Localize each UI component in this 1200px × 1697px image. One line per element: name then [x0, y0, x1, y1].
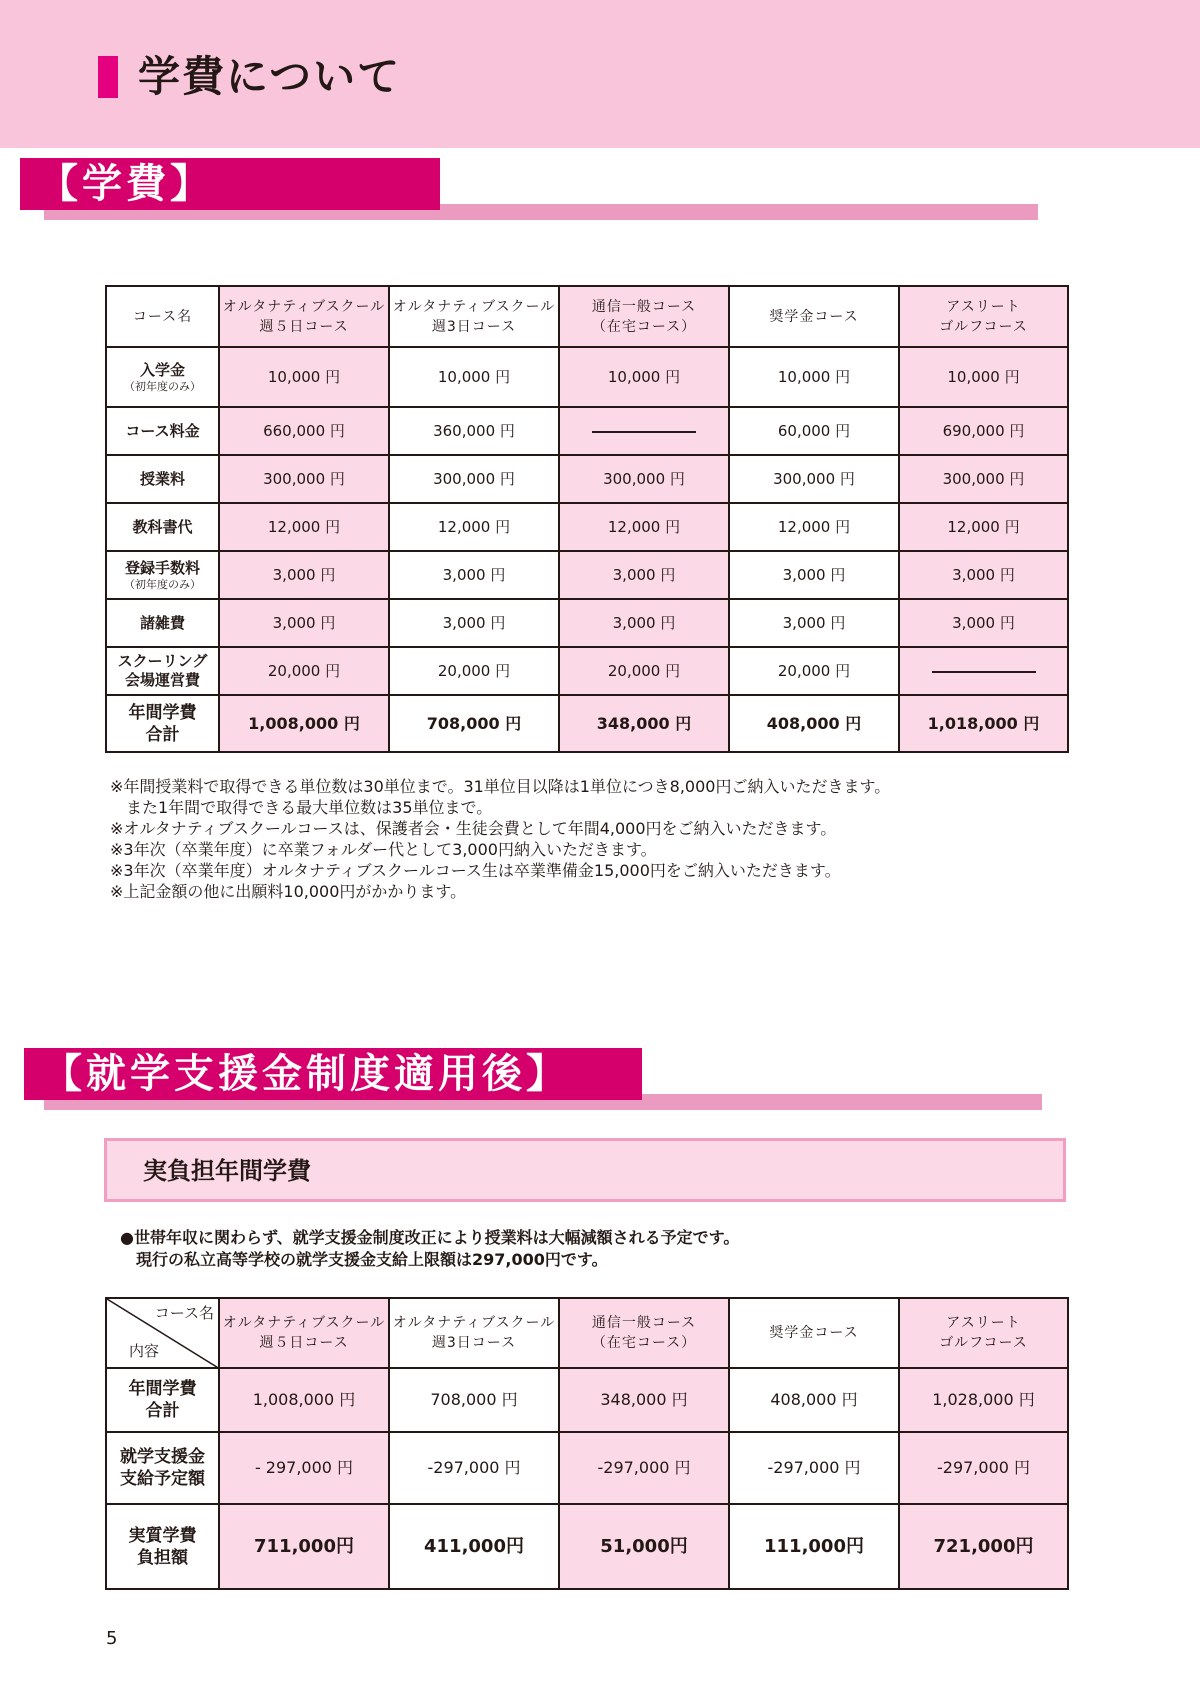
- total-row: [106, 695, 1068, 752]
- fee-cell: 3,000 円: [559, 599, 729, 647]
- diagonal-corner-cell: [106, 1298, 219, 1368]
- net-cost-cell: 111,000円: [729, 1504, 899, 1589]
- row-label: 諸雑費: [106, 599, 219, 647]
- fee-cell: 20,000 円: [729, 647, 899, 695]
- row-label: 年間学費 合計: [106, 1368, 219, 1432]
- section1-heading: [20, 158, 440, 210]
- fee-cell: 12,000 円: [219, 503, 389, 551]
- net-cost-cell: 711,000円: [219, 1504, 389, 1589]
- fee-cell: -297,000 円: [389, 1432, 559, 1504]
- fee-cell: 660,000 円: [219, 407, 389, 455]
- fee-cell: - 297,000 円: [219, 1432, 389, 1504]
- net-total-row: [106, 1504, 1068, 1589]
- fee-cell: -297,000 円: [899, 1432, 1068, 1504]
- table-header-row: [106, 286, 1068, 347]
- net-cost-table: [105, 1297, 1069, 1590]
- fee-cell: -297,000 円: [559, 1432, 729, 1504]
- fee-cell: 1,008,000 円: [219, 1368, 389, 1432]
- page-number: 5: [106, 1628, 118, 1649]
- fee-cell: 3,000 円: [899, 599, 1068, 647]
- row-label: コース料金: [106, 407, 219, 455]
- note-line: また1年間で取得できる最大単位数は35単位まで。: [110, 798, 493, 817]
- table-row: [106, 503, 1068, 551]
- course-header: 通信一般コース （在宅コース）: [559, 1298, 729, 1368]
- header-accent-mark: [98, 56, 118, 98]
- fee-cell: 708,000 円: [389, 1368, 559, 1432]
- fee-cell: 3,000 円: [729, 599, 899, 647]
- fee-cell: 300,000 円: [729, 455, 899, 503]
- course-header: オルタナティブスクール 週５日コース: [219, 1298, 389, 1368]
- section2-title: 【就学支援金制度適用後】: [42, 1051, 570, 1097]
- fee-cell: 10,000 円: [219, 347, 389, 407]
- fee-cell: 300,000 円: [389, 455, 559, 503]
- fee-cell: 10,000 円: [559, 347, 729, 407]
- note-line: ※3年次（卒業年度）に卒業フォルダー代として3,000円納入いただきます。: [110, 840, 657, 859]
- table-row: [106, 551, 1068, 599]
- course-header: アスリート ゴルフコース: [899, 286, 1068, 347]
- table-row: [106, 1368, 1068, 1432]
- note-line: ※オルタナティブスクールコースは、保護者会・生徒会費として年間4,000円をご納入いただきます。: [110, 819, 837, 838]
- bullet-line: 現行の私立高等学校の就学支援金支給上限額は297,000円です。: [120, 1250, 608, 1269]
- table-row: [106, 599, 1068, 647]
- fee-cell: 10,000 円: [899, 347, 1068, 407]
- row-label: 授業料: [106, 455, 219, 503]
- net-cost-cell: 51,000円: [559, 1504, 729, 1589]
- fee-cell: 60,000 円: [729, 407, 899, 455]
- fee-cell: 690,000 円: [899, 407, 1068, 455]
- fee-cell: 348,000 円: [559, 1368, 729, 1432]
- section1-title: 【学費】: [38, 161, 214, 207]
- page-header: [0, 0, 1200, 148]
- course-header: 奨学金コース: [729, 286, 899, 347]
- course-header: オルタナティブスクール 週3日コース: [389, 286, 559, 347]
- row-label: 就学支援金 支給予定額: [106, 1432, 219, 1504]
- fee-cell: 3,000 円: [559, 551, 729, 599]
- fee-cell: 20,000 円: [389, 647, 559, 695]
- fee-cell: 12,000 円: [389, 503, 559, 551]
- fee-cell: 12,000 円: [899, 503, 1068, 551]
- table-row: [106, 1432, 1068, 1504]
- section2-heading: [24, 1048, 642, 1100]
- fee-cell: 408,000 円: [729, 1368, 899, 1432]
- fee-cell: 3,000 円: [219, 599, 389, 647]
- bullet-line: ●世帯年収に関わらず、就学支援金制度改正により授業料は大幅減額される予定です。: [120, 1228, 740, 1247]
- fee-cell: 3,000 円: [389, 599, 559, 647]
- total-cell: 708,000 円: [389, 695, 559, 752]
- table-row: [106, 455, 1068, 503]
- fee-cell: 300,000 円: [899, 455, 1068, 503]
- total-cell: 1,018,000 円: [899, 695, 1068, 752]
- fee-cell: 20,000 円: [559, 647, 729, 695]
- corner-cell: コース名: [106, 286, 219, 347]
- notes: [110, 776, 890, 902]
- fee-cell: -297,000 円: [729, 1432, 899, 1504]
- net-cost-cell: 411,000円: [389, 1504, 559, 1589]
- fee-cell: 360,000 円: [389, 407, 559, 455]
- row-label: 登録手数料 （初年度のみ）: [106, 551, 219, 599]
- total-cell: 408,000 円: [729, 695, 899, 752]
- fee-cell: 20,000 円: [219, 647, 389, 695]
- course-header: 通信一般コース （在宅コース）: [559, 286, 729, 347]
- row-label: 実質学費 負担額: [106, 1504, 219, 1589]
- row-label: 教科書代: [106, 503, 219, 551]
- not-applicable-dash: [559, 407, 729, 455]
- fee-cell: 3,000 円: [729, 551, 899, 599]
- page-title: 学費について: [138, 52, 402, 101]
- bullet-note: [120, 1227, 739, 1271]
- fee-cell: 3,000 円: [899, 551, 1068, 599]
- note-line: ※上記金額の他に出願料10,000円がかかります。: [110, 882, 467, 901]
- table-row: [106, 407, 1068, 455]
- table-row: [106, 347, 1068, 407]
- corner-top-label: コース名: [154, 1304, 214, 1322]
- course-header: オルタナティブスクール 週3日コース: [389, 1298, 559, 1368]
- fee-cell: 10,000 円: [389, 347, 559, 407]
- fee-cell: 300,000 円: [219, 455, 389, 503]
- tuition-table: [105, 285, 1069, 753]
- not-applicable-dash: [899, 647, 1068, 695]
- fee-cell: 3,000 円: [219, 551, 389, 599]
- table-header-row: [106, 1298, 1068, 1368]
- fee-cell: 3,000 円: [389, 551, 559, 599]
- total-cell: 348,000 円: [559, 695, 729, 752]
- course-header: アスリート ゴルフコース: [899, 1298, 1068, 1368]
- subtitle: 実負担年間学費: [143, 1157, 311, 1185]
- course-header: オルタナティブスクール 週５日コース: [219, 286, 389, 347]
- note-line: ※3年次（卒業年度）オルタナティブスクールコース生は卒業準備金15,000円をご納入いただきます。: [110, 861, 841, 880]
- note-line: ※年間授業料で取得できる単位数は30単位まで。31単位目以降は1単位につき8,000円ご納入いただきます。: [110, 777, 891, 796]
- table-row: [106, 647, 1068, 695]
- course-header: 奨学金コース: [729, 1298, 899, 1368]
- net-cost-cell: 721,000円: [899, 1504, 1068, 1589]
- row-label: 年間学費 合計: [106, 695, 219, 752]
- fee-cell: 300,000 円: [559, 455, 729, 503]
- fee-cell: 10,000 円: [729, 347, 899, 407]
- total-cell: 1,008,000 円: [219, 695, 389, 752]
- row-label: スクーリング 会場運営費: [106, 647, 219, 695]
- fee-cell: 1,028,000 円: [899, 1368, 1068, 1432]
- subtitle-box: [104, 1138, 1066, 1202]
- corner-bottom-label: 内容: [129, 1342, 160, 1360]
- row-label: 入学金 （初年度のみ）: [106, 347, 219, 407]
- fee-cell: 12,000 円: [559, 503, 729, 551]
- fee-cell: 12,000 円: [729, 503, 899, 551]
